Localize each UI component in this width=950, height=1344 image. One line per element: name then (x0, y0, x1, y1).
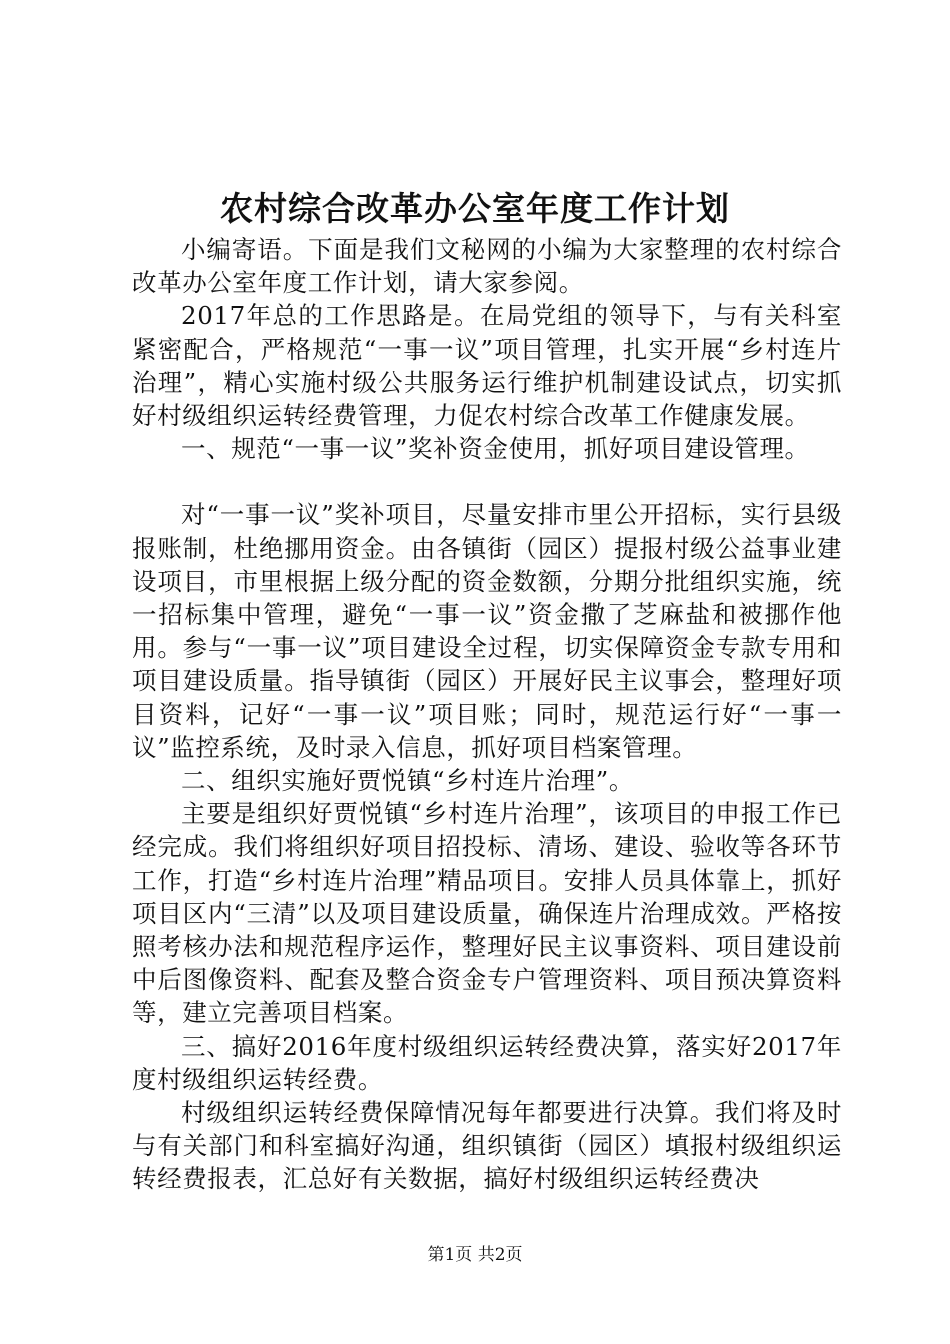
paragraph-section-2: 主要是组织好贾悦镇“乡村连片治理”，该项目的申报工作已经完成。我们将组织好项目招投标、清场、建设、验收等各环节工作，打造“乡村连片治理”精品项目。安排人员具体靠上，抓好项目区内“三清”以及项目建设质量，确保连片治理成效。严格按照考核办法和规范程序运作，整理好民主议事资料、项目建设前中后图像资料、配套及整合资金专户管理资料、项目预决算资料等，建立完善项目档案。 (132, 799, 842, 1028)
section-heading-3: 三、搞好2016年度村级组织运转经费决算，落实好2017年度村级组织运转经费。 (132, 1031, 842, 1094)
section-heading-2: 二、组织实施好贾悦镇“乡村连片治理”。 (181, 766, 634, 796)
document-title: 农村综合改革办公室年度工作计划 (220, 189, 730, 228)
paragraph-intro: 小编寄语。下面是我们文秘网的小编为大家整理的农村综合改革办公室年度工作计划，请大家参阅。 (132, 235, 842, 298)
page-footer: 第1页 共2页 (427, 1245, 523, 1265)
document-body (132, 233, 842, 1196)
paragraph-overview: 2017年总的工作思路是。在局党组的领导下，与有关科室紧密配合，严格规范“一事一议”项目管理，扎实开展“乡村连片治理”，精心实施村级公共服务运行维护机制建设试点，切实抓好村级组织运转经费管理，力促农村综合改革工作健康发展。 (132, 301, 842, 431)
section-heading-1: 一、规范“一事一议”奖补资金使用，抓好项目建设管理。 (181, 434, 810, 464)
paragraph-section-1: 对“一事一议”奖补项目，尽量安排市里公开招标，实行县级报账制，杜绝挪用资金。由各镇街（园区）提报村级公益事业建设项目，市里根据上级分配的资金数额，分期分批组织实施，统一招标集中管理，避免“一事一议”资金撒了芝麻盐和被挪作他用。参与“一事一议”项目建设全过程，切实保障资金专款专用和项目建设质量。指导镇街（园区）开展好民主议事会，整理好项目资料，记好“一事一议”项目账；同时，规范运行好“一事一议”监控系统，及时录入信息，抓好项目档案管理。 (132, 500, 842, 762)
paragraph-section-3: 村级组织运转经费保障情况每年都要进行决算。我们将及时与有关部门和科室搞好沟通，组织镇街（园区）填报村级组织运转经费报表，汇总好有关数据，搞好村级组织运转经费决 (132, 1098, 842, 1194)
